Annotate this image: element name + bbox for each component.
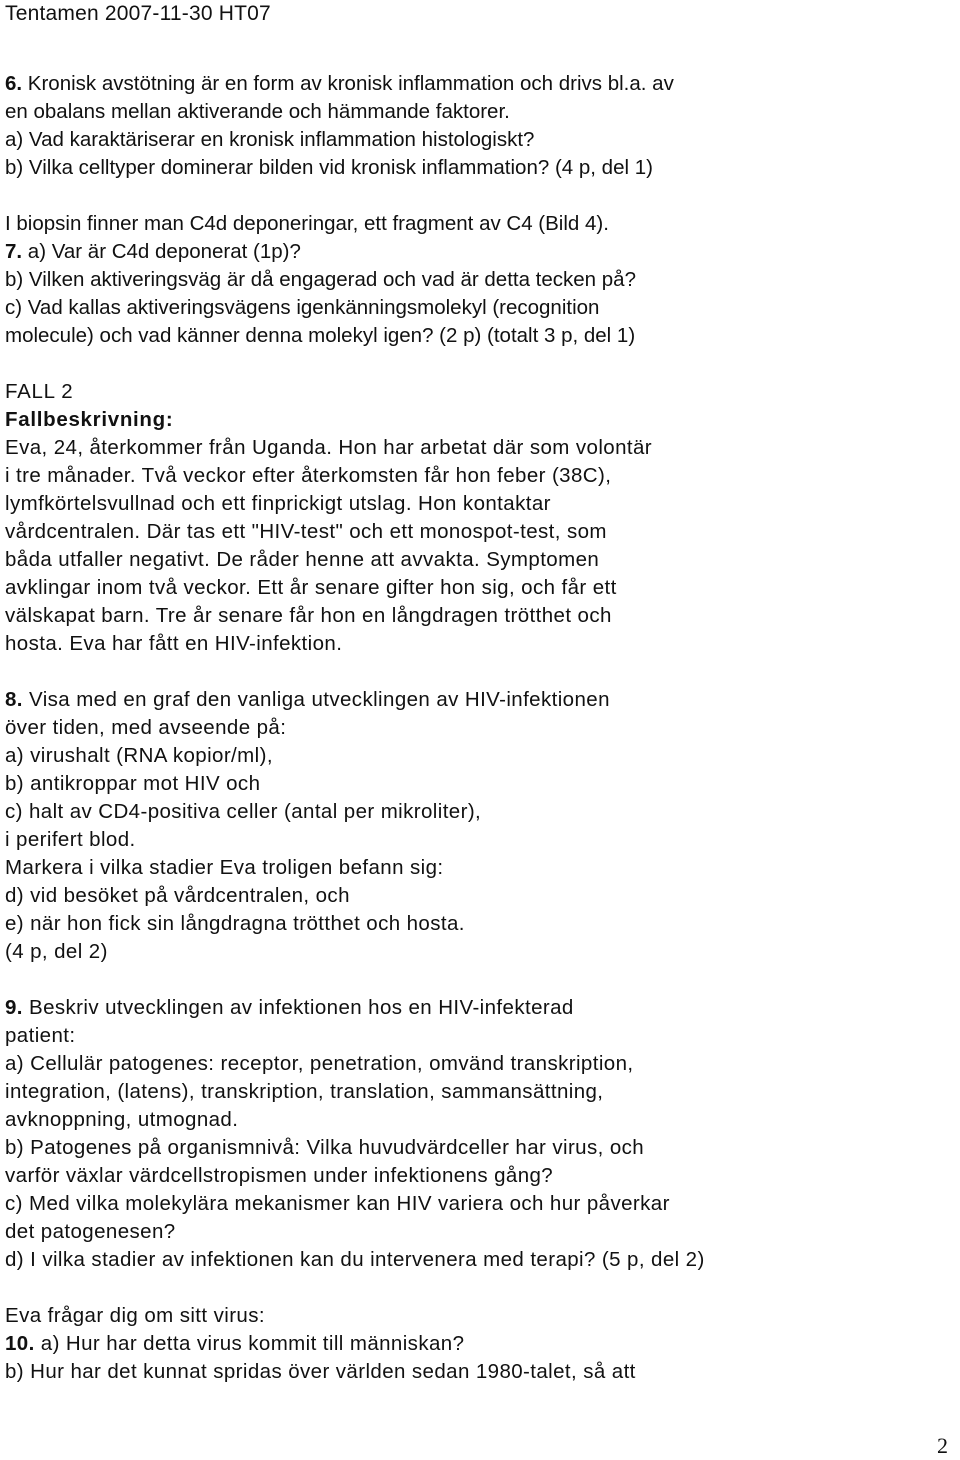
case-heading: Fallbeskrivning:	[5, 408, 174, 431]
q8-line-1	[5, 686, 945, 714]
q9-line-9: det patogenesen?	[5, 1220, 176, 1243]
q9-line-1	[5, 994, 945, 1022]
q10-part-a: a) Hur har detta virus kommit till människan?	[34, 1332, 465, 1355]
case-line-3: lymfkörtelsvullnad och ett finprickigt utslag. Hon kontaktar	[5, 492, 551, 515]
q7-part-a: a) Var är C4d deponerat (1p)?	[22, 240, 301, 263]
page-number: 2	[937, 1433, 948, 1458]
q10-part-a-line	[5, 1330, 945, 1358]
q10-part-b: b) Hur har det kunnat spridas över världen sedan 1980-talet, så att	[5, 1360, 636, 1383]
q7-part-c-2: molecule) och vad känner denna molekyl igen? (2 p) (totalt 3 p, del 1)	[5, 324, 636, 347]
q9-line-8: c) Med vilka molekylära mekanismer kan HIV variera och hur påverkar	[5, 1192, 670, 1215]
exam-content	[5, 70, 945, 1386]
q9-line-7: varför växlar värdcellstropismen under infektionens gång?	[5, 1164, 554, 1187]
q6-number: 6.	[5, 72, 23, 95]
q10-intro: Eva frågar dig om sitt virus:	[5, 1304, 265, 1327]
q8-line-2: över tiden, med avseende på:	[5, 716, 287, 739]
q8-line-5: c) halt av CD4-positiva celler (antal per mikroliter),	[5, 800, 482, 823]
q8-line-8: d) vid besöket på vårdcentralen, och	[5, 884, 350, 907]
q9-line-10: d) I vilka stadier av infektionen kan du intervenera med terapi? (5 p, del 2)	[5, 1248, 705, 1271]
q9-line-4: integration, (latens), transkription, translation, sammansättning,	[5, 1080, 604, 1103]
q7-part-a-line	[5, 238, 945, 266]
q9-line-6: b) Patogenes på organismnivå: Vilka huvudvärdceller har virus, och	[5, 1136, 645, 1159]
q6-part-a: a) Vad karaktäriserar en kronisk inflammation histologiskt?	[5, 128, 535, 151]
case-line-7: välskapat barn. Tre år senare får hon en långdragen trötthet och	[5, 604, 612, 627]
q9-line-2: patient:	[5, 1024, 76, 1047]
q8-line-10: (4 p, del 2)	[5, 940, 108, 963]
case-line-5: båda utfaller negativt. De råder henne att avvakta. Symptomen	[5, 548, 600, 571]
spacer	[5, 1274, 945, 1302]
spacer	[5, 966, 945, 994]
case-title: FALL 2	[5, 380, 74, 403]
q7-number: 7.	[5, 240, 23, 263]
spacer	[5, 182, 945, 210]
q8-line-3: a) virushalt (RNA kopior/ml),	[5, 744, 273, 767]
q8-number: 8.	[5, 688, 23, 711]
q8-line-7: Markera i vilka stadier Eva troligen befann sig:	[5, 856, 444, 879]
q10-number: 10.	[5, 1332, 35, 1355]
q8-text: Visa med en graf den vanliga utvecklingen av HIV-infektionen	[22, 688, 610, 711]
q8-line-9: e) när hon fick sin långdragna trötthet och hosta.	[5, 912, 465, 935]
q9-line-3: a) Cellulär patogenes: receptor, penetration, omvänd transkription,	[5, 1052, 634, 1075]
q9-number: 9.	[5, 996, 23, 1019]
case-line-1: Eva, 24, återkommer från Uganda. Hon har arbetat där som volontär	[5, 436, 653, 459]
q7-intro: I biopsin finner man C4d deponeringar, ett fragment av C4 (Bild 4).	[5, 212, 609, 235]
spacer	[5, 658, 945, 686]
q7-part-b: b) Vilken aktiveringsväg är då engagerad och vad är detta tecken på?	[5, 268, 636, 291]
case-line-6: avklingar inom två veckor. Ett år senare gifter hon sig, och får ett	[5, 576, 617, 599]
q8-line-6: i perifert blod.	[5, 828, 136, 851]
case-line-2: i tre månader. Två veckor efter återkomsten får hon feber (38C),	[5, 464, 612, 487]
case-line-4: vårdcentralen. Där tas ett "HIV-test" och ett monospot-test, som	[5, 520, 607, 543]
q9-line-5: avknoppning, utmognad.	[5, 1108, 239, 1131]
document-header: Tentamen 2007-11-30 HT07	[5, 2, 271, 25]
q6-line-2: en obalans mellan aktiverande och hämmande faktorer.	[5, 100, 510, 123]
q6-line-1	[5, 70, 945, 98]
case-line-8: hosta. Eva har fått en HIV-infektion.	[5, 632, 343, 655]
q7-part-c-1: c) Vad kallas aktiveringsvägens igenkänningsmolekyl (recognition	[5, 296, 600, 319]
q9-text: Beskriv utvecklingen av infektionen hos en HIV-infekterad	[22, 996, 574, 1019]
q6-text: Kronisk avstötning är en form av kronisk inflammation och drivs bl.a. av	[22, 72, 674, 95]
q8-line-4: b) antikroppar mot HIV och	[5, 772, 261, 795]
q6-part-b: b) Vilka celltyper dominerar bilden vid kronisk inflammation? (4 p, del 1)	[5, 156, 653, 179]
spacer	[5, 350, 945, 378]
